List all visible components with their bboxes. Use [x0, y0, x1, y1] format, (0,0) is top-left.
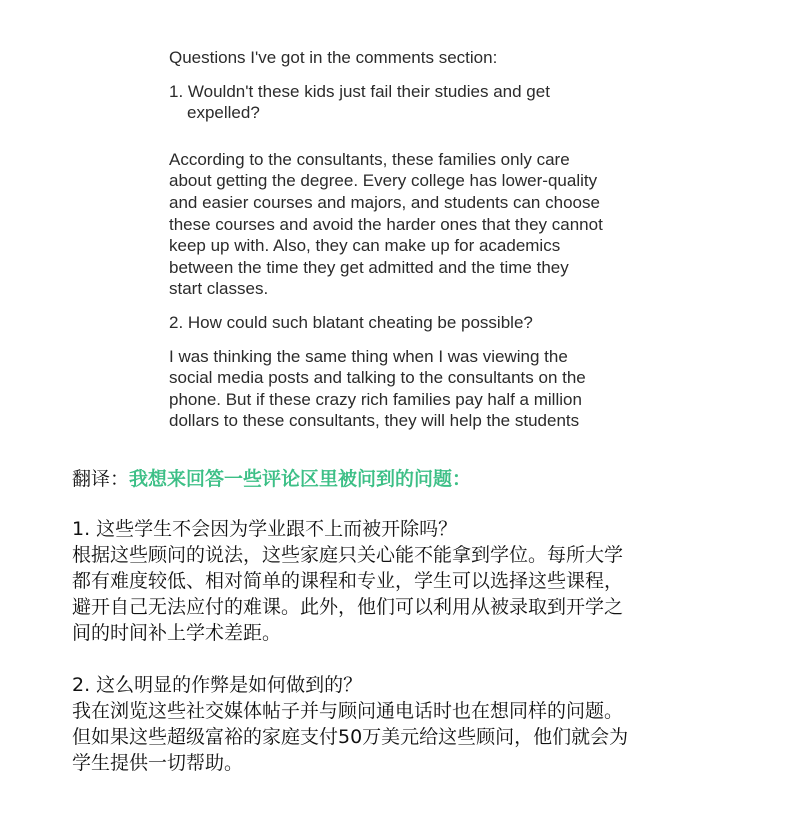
- post-heading: Questions I've got in the comments section:: [169, 48, 498, 67]
- post-answer-1-line: keep up with. Also, they can make up for academics: [169, 236, 561, 256]
- post-question-2: 2. How could such blatant cheating be possible?: [169, 312, 533, 332]
- post-question-1-continuation: expelled?: [187, 103, 260, 123]
- translation-question-1: 1. 这些学生不会因为学业跟不上而被开除吗？: [72, 518, 458, 540]
- post-answer-1-line: and easier courses and majors, and students can choose: [169, 192, 600, 212]
- translation-title-row: [72, 466, 772, 492]
- post-body: [169, 47, 649, 444]
- post-answer-1-line: these courses and avoid the harder ones that they cannot: [169, 214, 603, 234]
- post-answer-1-line: start classes.: [169, 279, 269, 299]
- post-answer-2-line: I was thinking the same thing when I was viewing the: [169, 346, 568, 366]
- translation-answer-1-line: 都有难度较低、相对简单的课程和专业，学生可以选择这些课程，: [72, 570, 624, 592]
- translation-block-1: [72, 516, 772, 646]
- post-answer-1-line: about getting the degree. Every college has lower-quality: [169, 171, 598, 191]
- post-answer-2-line: phone. But if these crazy rich families pay half a million: [169, 389, 582, 409]
- translation-label: 翻译：: [72, 468, 130, 490]
- post-answer-2-line: social media posts and talking to the consultants on the: [169, 368, 586, 388]
- translation-answer-2-line: 学生提供一切帮助。: [72, 752, 244, 774]
- post-answer-1-line: According to the consultants, these families only care: [169, 149, 570, 169]
- translation-answer-1-line: 间的时间补上学术差距。: [72, 622, 282, 644]
- translation-answer-2-line: 但如果这些超级富裕的家庭支付50万美元给这些顾问，他们就会为: [72, 726, 629, 748]
- post-answer-2: [169, 346, 649, 432]
- screenshot-cutoff: [0, 448, 800, 455]
- translation-section: [72, 466, 772, 776]
- translation-answer-2-line: 我在浏览这些社交媒体帖子并与顾问通电话时也在想同样的问题。: [72, 700, 624, 722]
- translation-answer-1-line: 根据这些顾问的说法，这些家庭只关心能不能拿到学位。每所大学: [72, 544, 624, 566]
- translation-question-2: 2. 这么明显的作弊是如何做到的？: [72, 674, 363, 696]
- translation-title: 我想来回答一些评论区里被问到的问题：: [129, 468, 472, 490]
- post-answer-1-line: between the time they get admitted and the time they: [169, 257, 569, 277]
- post-question-1: 1. Wouldn't these kids just fail their studies and get: [169, 81, 550, 101]
- translation-block-2: [72, 672, 772, 776]
- translation-answer-1-line: 避开自己无法应付的难课。此外，他们可以利用从被录取到开学之: [72, 596, 624, 618]
- post-answer-1: [169, 149, 649, 300]
- post-answer-2-line: dollars to these consultants, they will help the students: [169, 411, 580, 431]
